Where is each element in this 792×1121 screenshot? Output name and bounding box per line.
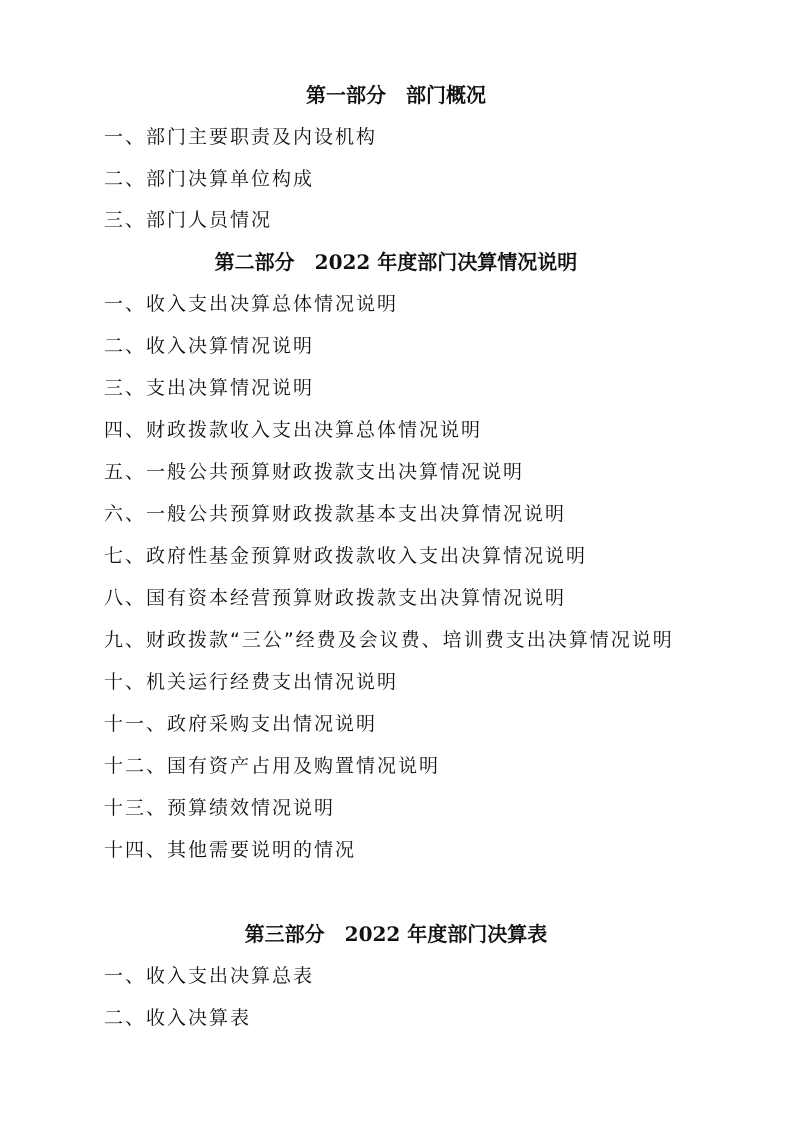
- part2-item-13: 十三、预算绩效情况说明: [104, 797, 336, 819]
- part2-item-3: 三、支出决算情况说明: [104, 377, 315, 399]
- part2-item-7: 七、政府性基金预算财政拨款收入支出决算情况说明: [104, 545, 588, 567]
- part3-heading: 第三部分 2022 年度部门决算表: [244, 922, 548, 946]
- part2-item-12: 十二、国有资产占用及购置情况说明: [104, 755, 441, 777]
- part1-item-3: 三、部门人员情况: [104, 209, 273, 231]
- part2-item-2: 二、收入决算情况说明: [104, 335, 315, 357]
- part2-item-10: 十、机关运行经费支出情况说明: [104, 671, 399, 693]
- part2-item-8: 八、国有资本经营预算财政拨款支出决算情况说明: [104, 587, 567, 609]
- part2-item-5: 五、一般公共预算财政拨款支出决算情况说明: [104, 461, 525, 483]
- part3-item-2: 二、收入决算表: [104, 1007, 252, 1029]
- part3-item-1: 一、收入支出决算总表: [104, 965, 315, 987]
- part1-item-1: 一、部门主要职责及内设机构: [104, 126, 378, 148]
- part1-item-2: 二、部门决算单位构成: [104, 168, 315, 190]
- part2-item-1: 一、收入支出决算总体情况说明: [104, 293, 399, 315]
- part1-heading: 第一部分 部门概况: [306, 83, 486, 107]
- part2-item-14: 十四、其他需要说明的情况: [104, 839, 357, 861]
- part2-item-11: 十一、政府采购支出情况说明: [104, 713, 378, 735]
- part2-heading: 第二部分 2022 年度部门决算情况说明: [214, 250, 578, 274]
- part2-item-6: 六、一般公共预算财政拨款基本支出决算情况说明: [104, 503, 567, 525]
- part2-item-4: 四、财政拨款收入支出决算总体情况说明: [104, 419, 483, 441]
- part2-item-9: 九、财政拨款“三公”经费及会议费、培训费支出决算情况说明: [104, 629, 674, 651]
